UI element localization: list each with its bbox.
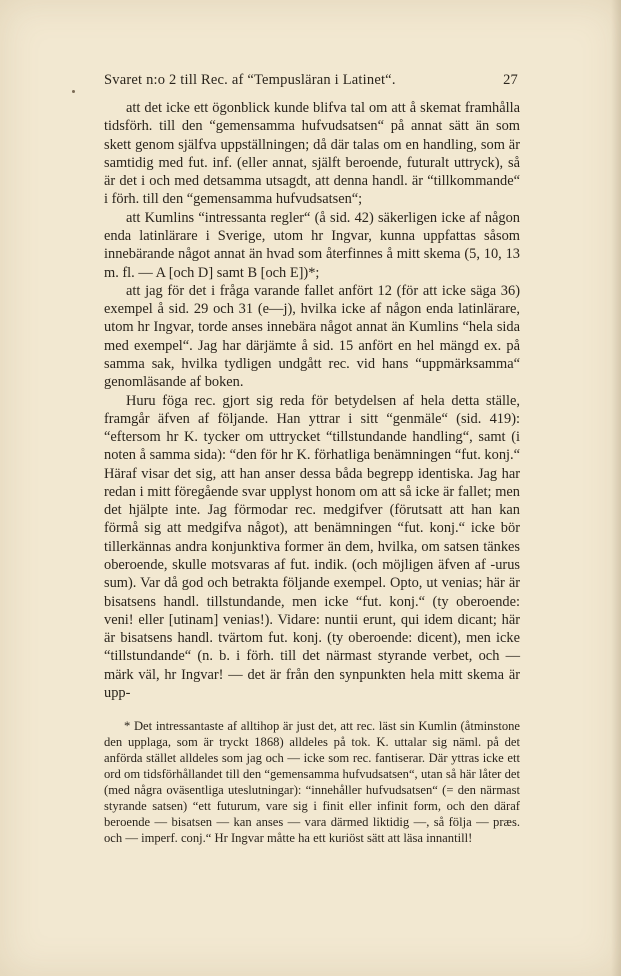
footnote — [104, 718, 520, 846]
page-header — [104, 68, 520, 94]
footnote-text: * Det intressantaste af alltihop är just det, att rec. läst sin Kumlin (åtminstone den upplaga, som är tryckt 1868) alldeles på tok. K. uttalar sig näml. på det anförda stället alldeles som jag och — icke som rec. fantiserar. Där yttras icke ett ord om tidsförhållandet till den “gemensamma hufvudsatsen“, utan så här låter det (med några oväsentliga uteslutningar): “innehåller hufvudsatsen“ (= den närmast styrande satsen) “ett futurum, vare sig i finit eller infinit form, och den däraf beroende — bisatsen — kan anses — vara därmed liktidig —, så följa — præs. och — imperf. conj.“ Hr Ingvar måtte ha ett kuriöst sätt att läsa innantill! — [104, 719, 520, 845]
paragraph: att jag för det i fråga varande fallet anfört 12 (för att icke säga 36) exempel å sid. 29 och 31 (e—j), hvilka icke af någon enda latinlärare, utom hr Ingvar, torde anses innebära något annat än Kumlins “hela sida med exempel“. Jag har därjämte å sid. 15 anfört en hel mängd ex. på samma sak, hvilka tydligen undgått rec. vid hans “uppmärksamma“ genomläsande af boken. — [104, 282, 520, 391]
page-number: 27 — [503, 72, 518, 88]
main-text — [104, 99, 520, 702]
paragraph: att det icke ett ögonblick kunde blifva tal om att å skemat framhålla tidsförh. till den “gemensamma hufvudsatsen“ på annat sätt än som skett genom själfva uppställningen; då där talas om en handling, som är samtidig med fut. inf. (eller annat, själft beroende, futuralt uttryck), så är det i och med detsamma utsagdt, att denna handl. är “tillkommande“ i förh. till den “gemensamma hufvudsatsen“; — [104, 100, 520, 208]
paragraph: att Kumlins “intressanta regler“ (å sid. 42) säkerligen icke af någon enda latinlärare i Sverige, utom hr Ingvar, kunna uppfattas såsom innebärande något annat än hvad som återfinnes å mitt skema (5, 10, 13 m. fl. — A [och D] samt B [och E])*; — [104, 209, 520, 281]
print-speck — [72, 90, 75, 93]
page-edge-shadow — [611, 0, 621, 976]
running-title: Svaret n:o 2 till Rec. af “Tempusläran i Latinet“. — [104, 72, 396, 88]
paragraph: Huru föga rec. gjort sig reda för betydelsen af hela detta ställe, framgår äfven af följande. Han yttrar i sitt “genmäle“ (sid. 419): “eftersom hr K. tycker om uttrycket “tillstundande handling“, samt (i noten å samma sida): “den för hr K. förhatliga benämningen “fut. konj.“ Häraf visar det sig, att han anser dessa båda begrepp identiska. Jag har redan i mitt föregående svar upplyst honom om att så icke är fallet; men det hjälpte inte. Jag förmodar rec. medgifver (förutsatt att han kan förmå sig att medgifva något), att benämningen “fut. konj.“ icke bör tillerkännas andra konjunktiva former än dem, hvilka, om satsen tänkes oberoende, skulle motsvaras af fut. indik. (och möjligen äfven af -urus sum). Var då god och betrakta följande exempel. Opto, ut venias; här är bisatsens handl. tillstundande, men icke “fut. konj.“ (ty oberoende: veni! eller [utinam] venias!). Vidare: nuntii erunt, qui idem dicant; här är bisatsens handl. tvärtom fut. konj. (ty oberoende: dicent), men icke “tillstundande“ (n. b. i förh. till det närmast styrande verbet, och — märk väl, hr Ingvar! — det är från den synpunkten hela mitt skema är upp- — [104, 392, 520, 701]
